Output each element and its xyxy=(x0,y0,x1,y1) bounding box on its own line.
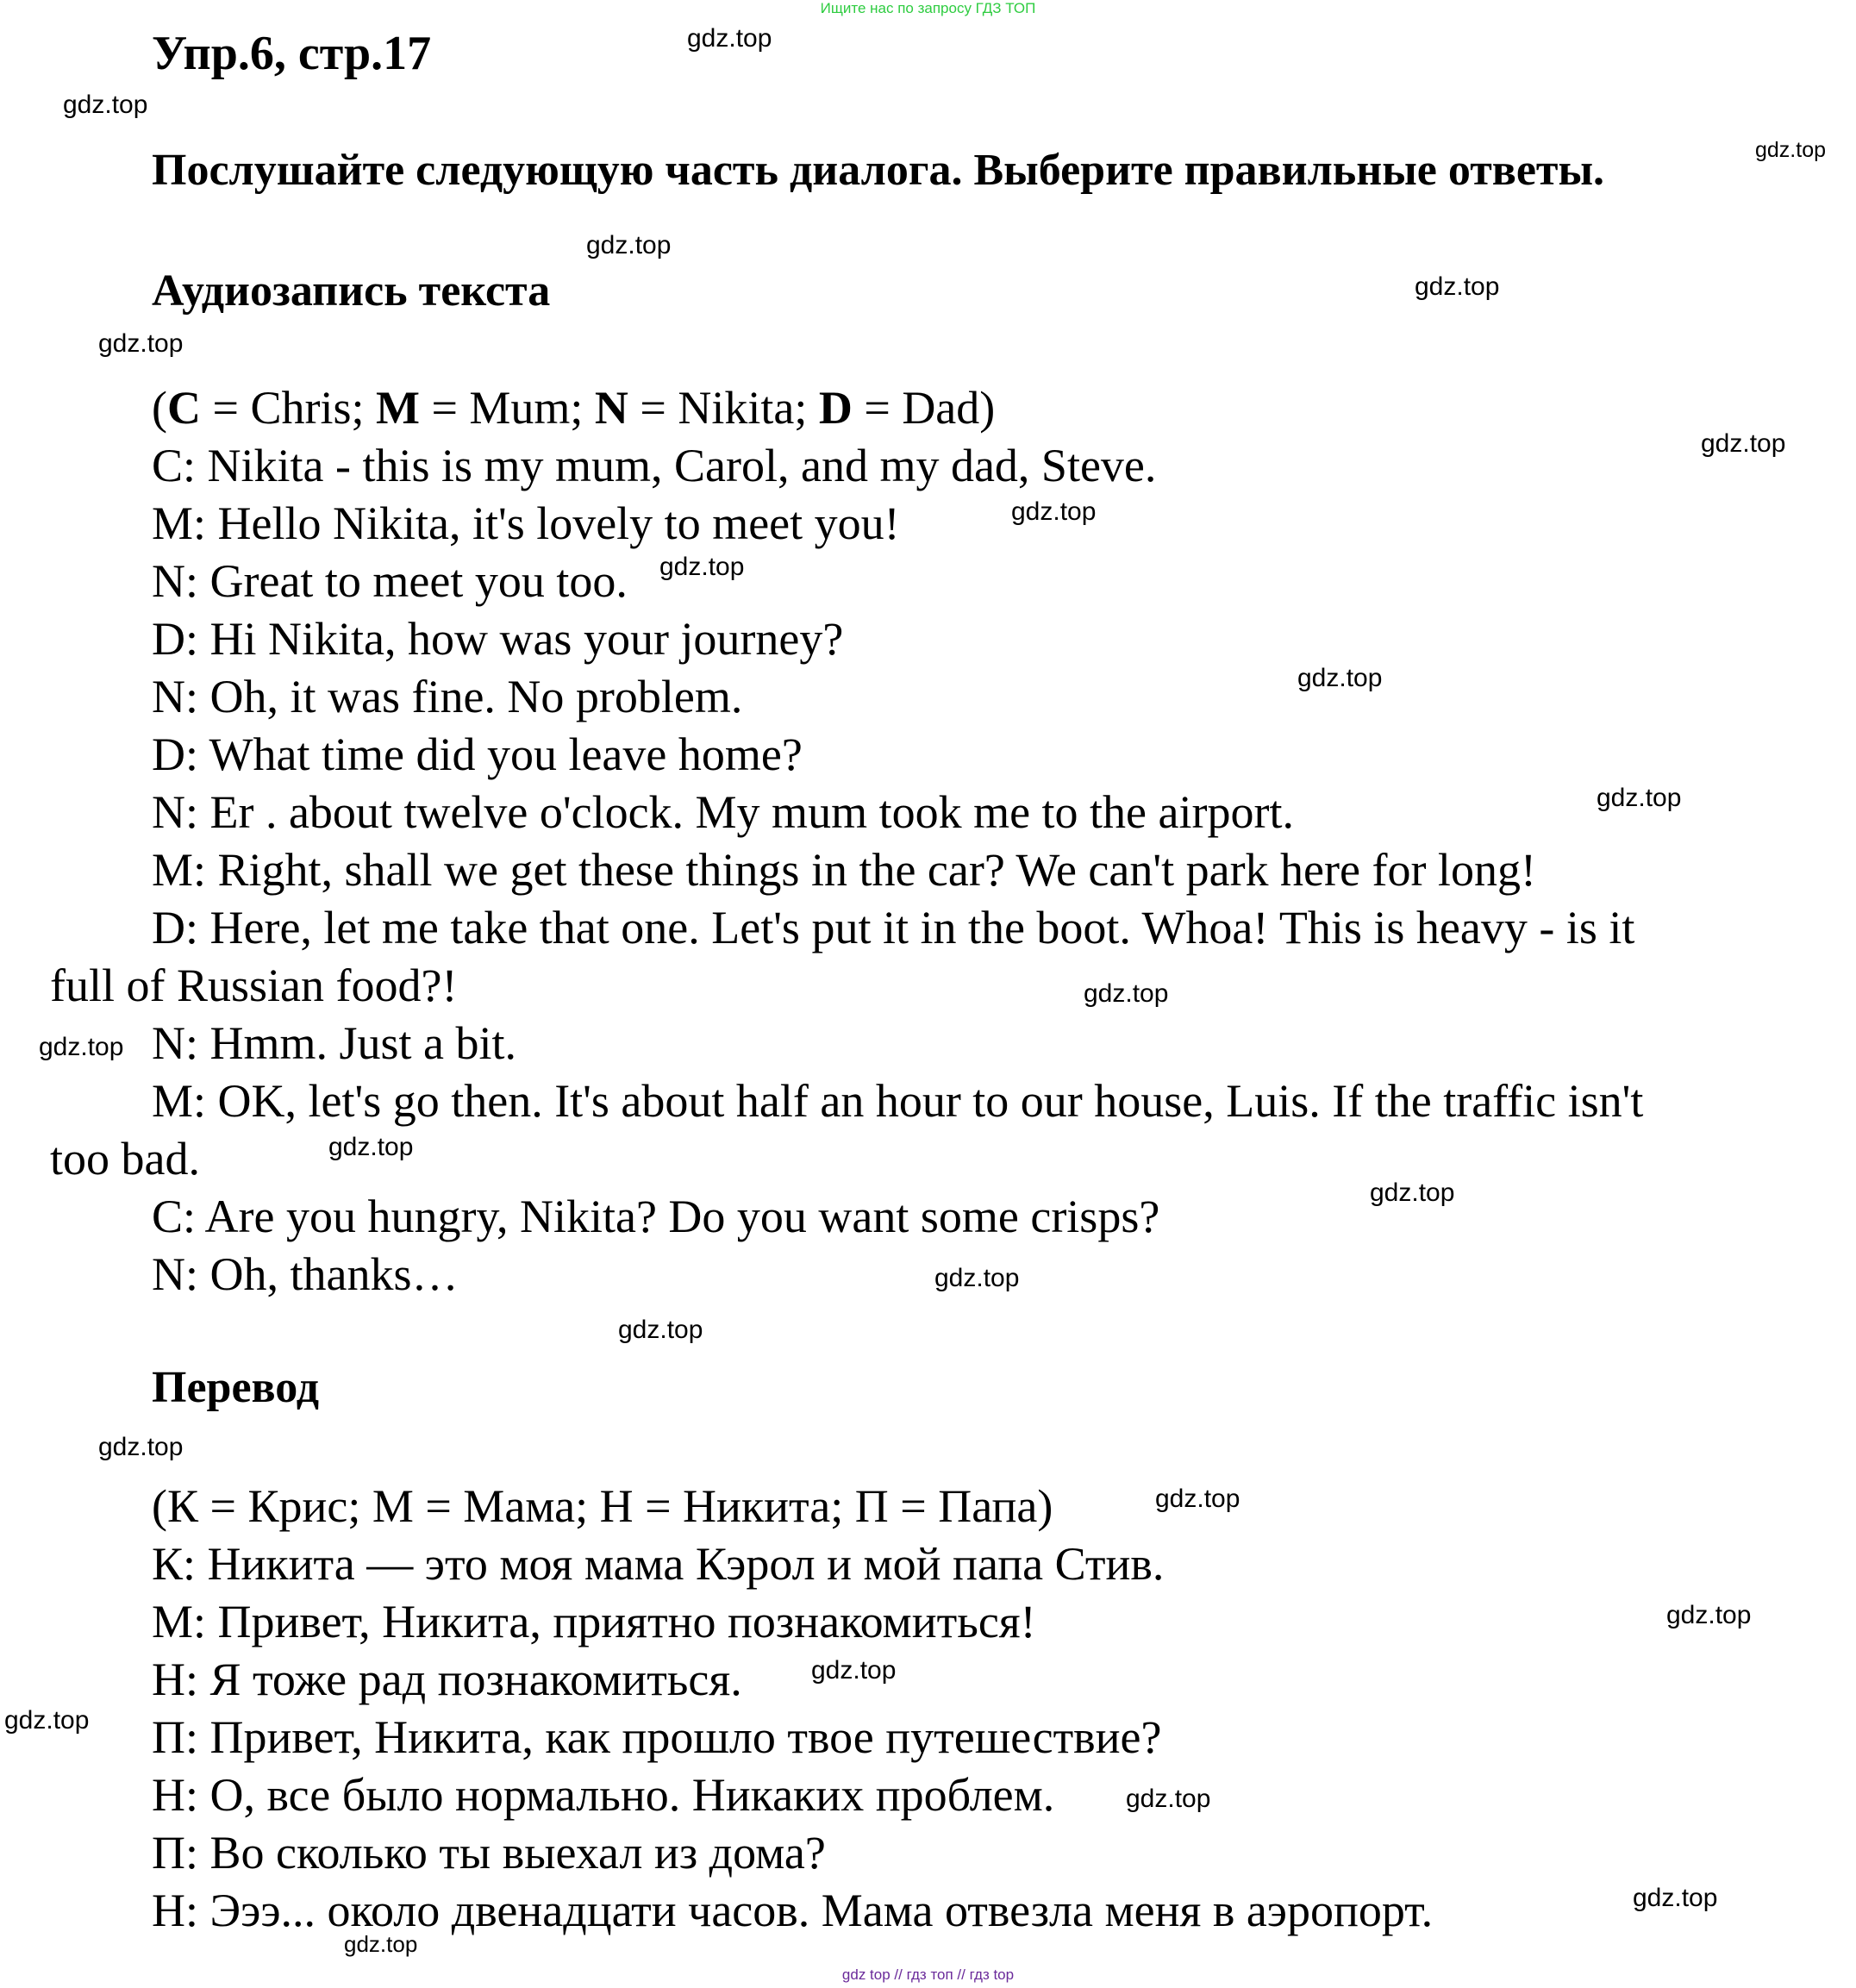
watermark: gdz.top xyxy=(1755,138,1827,162)
legend-val-n: = Nikita; xyxy=(628,382,819,434)
watermark: gdz.top xyxy=(586,231,672,259)
legend-key-n: N xyxy=(594,382,628,434)
watermark: gdz.top xyxy=(1126,1785,1211,1813)
watermark: gdz.top xyxy=(98,1433,184,1461)
legend-ru: (К = Крис; М = Мама; Н = Никита; П = Папа) xyxy=(152,1480,1053,1532)
legend-en xyxy=(152,379,995,437)
watermark: gdz.top xyxy=(1701,429,1786,458)
dialogue-line: M: Right, shall we get these things in the car? We can't park here for long! xyxy=(152,844,1536,896)
watermark: gdz.top xyxy=(1155,1485,1240,1513)
watermark: gdz.top xyxy=(328,1133,414,1161)
translation-line: Н: Эээ... около двенадцати часов. Мама отвезла меня в аэропорт. xyxy=(152,1885,1434,1936)
footer-watermark: gdz top // гдз топ // гдз top xyxy=(841,1966,1015,1983)
watermark: gdz.top xyxy=(39,1033,124,1061)
watermark: gdz.top xyxy=(934,1264,1020,1292)
translation-line: Н: Я тоже рад познакомиться. xyxy=(152,1654,742,1705)
dialogue-line: N: Hmm. Just a bit. xyxy=(152,1017,517,1069)
watermark: gdz.top xyxy=(1084,979,1169,1008)
legend-key-m: M xyxy=(375,382,420,434)
watermark: gdz.top xyxy=(1633,1884,1718,1912)
top-search-note: Ищите нас по запросу ГДЗ ТОП xyxy=(820,0,1036,16)
watermark: gdz.top xyxy=(4,1706,90,1735)
audio-heading: Аудиозапись текста xyxy=(152,266,551,316)
watermark: gdz.top xyxy=(98,329,184,358)
dialogue-line-continuation: full of Russian food?! xyxy=(50,960,458,1011)
dialogue-line: M: OK, let's go then. It's about half an hour to our house, Luis. If the traffic isn't xyxy=(152,1075,1644,1127)
translation-heading: Перевод xyxy=(152,1363,320,1412)
translation-line: Н: О, все было нормально. Никаких проблем. xyxy=(152,1769,1055,1821)
dialogue-line: C: Nikita - this is my mum, Carol, and my dad, Steve. xyxy=(152,440,1157,491)
watermark: gdz.top xyxy=(659,553,745,581)
translation-line: П: Во сколько ты выехал из дома? xyxy=(152,1827,826,1879)
watermark: gdz.top xyxy=(344,1931,418,1957)
exercise-instruction: Послушайте следующую часть диалога. Выберите правильные ответы. xyxy=(152,146,1605,195)
translation-line: П: Привет, Никита, как прошло твое путешествие? xyxy=(152,1711,1162,1763)
dialogue-line: D: What time did you leave home? xyxy=(152,728,803,780)
dialogue-line: N: Great to meet you too. xyxy=(152,555,628,607)
watermark: gdz.top xyxy=(1011,497,1097,526)
legend-key-c: C xyxy=(166,382,201,434)
legend-paren: ( xyxy=(152,382,167,434)
legend-val-d: = Dad) xyxy=(852,382,996,434)
watermark: gdz.top xyxy=(1297,664,1383,692)
translation-line: М: Привет, Никита, приятно познакомиться! xyxy=(152,1596,1036,1647)
dialogue-line: C: Are you hungry, Nikita? Do you want some crisps? xyxy=(152,1191,1160,1242)
dialogue-line: N: Oh, thanks… xyxy=(152,1248,459,1300)
dialogue-line: D: Here, let me take that one. Let's put it in the boot. Whoa! This is heavy - is it xyxy=(152,902,1635,953)
dialogue-line: N: Oh, it was fine. No problem. xyxy=(152,671,743,722)
watermark: gdz.top xyxy=(1415,272,1500,301)
dialogue-line: D: Hi Nikita, how was your journey? xyxy=(152,613,844,665)
watermark: gdz.top xyxy=(1597,784,1682,812)
legend-val-m: = Mum; xyxy=(419,382,595,434)
legend-key-d: D xyxy=(818,382,853,434)
watermark: gdz.top xyxy=(811,1656,897,1685)
dialogue-line-continuation: too bad. xyxy=(50,1133,200,1185)
watermark: gdz.top xyxy=(1666,1601,1752,1629)
legend-val-c: = Chris; xyxy=(200,382,376,434)
translation-line: К: Никита — это моя мама Кэрол и мой папа Стив. xyxy=(152,1538,1165,1590)
watermark: gdz.top xyxy=(63,91,148,119)
dialogue-line: N: Er . about twelve o'clock. My mum took me to the airport. xyxy=(152,786,1294,838)
page-title: Упр.6, стр.17 xyxy=(152,27,432,80)
watermark: gdz.top xyxy=(618,1316,703,1344)
dialogue-line: M: Hello Nikita, it's lovely to meet you! xyxy=(152,497,900,549)
watermark: gdz.top xyxy=(687,24,772,53)
watermark: gdz.top xyxy=(1370,1178,1455,1207)
